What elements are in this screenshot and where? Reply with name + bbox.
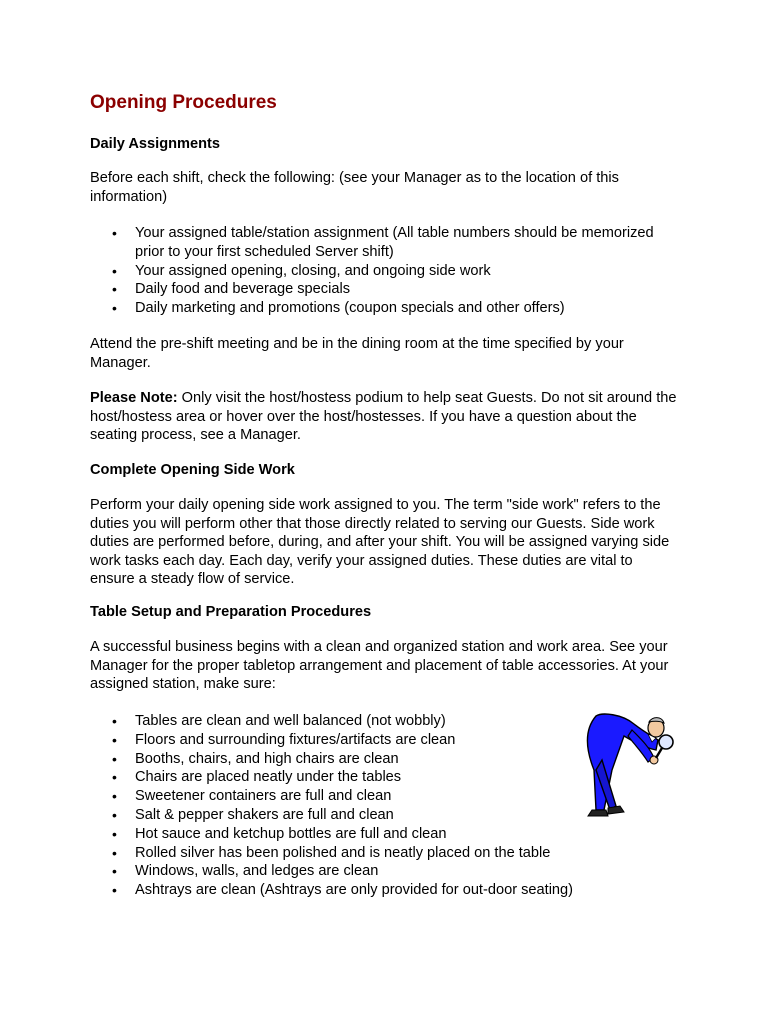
please-note-text: Only visit the host/hostess podium to help seat Guests. Do not sit around the host/hostess area or hover over the host/hostesses. If you have a question about the seating process, see a Manager. xyxy=(90,390,677,443)
please-note-label: Please Note: xyxy=(90,390,178,406)
list-item: • Hot sauce and ketchup bottles are full and clean xyxy=(90,825,690,844)
pre-shift-paragraph: Attend the pre-shift meeting and be in the dining room at the time specified by your Manager. xyxy=(90,336,624,371)
list-item: • Your assigned opening, closing, and ongoing side work xyxy=(90,262,680,281)
inspector-magnifying-glass-icon xyxy=(572,710,684,822)
list-item: • Salt & pepper shakers are full and clean xyxy=(90,806,690,825)
list-item: • Floors and surrounding fixtures/artifacts are clean xyxy=(90,731,690,750)
section-heading-table-setup: Table Setup and Preparation Procedures xyxy=(90,604,372,620)
list-item: • Ashtrays are clean (Ashtrays are only provided for out-door seating) xyxy=(90,881,690,900)
please-note-paragraph xyxy=(90,389,680,445)
list-item: • Booths, chairs, and high chairs are clean xyxy=(90,750,690,769)
list-item: • Rolled silver has been polished and is neatly placed on the table xyxy=(90,844,690,863)
list-item: • Daily food and beverage specials xyxy=(90,280,680,299)
page-title: Opening Procedures xyxy=(90,92,277,113)
side-work-paragraph: Perform your daily opening side work assigned to you. The term "side work" refers to the duties you will perform other that those directly related to serving our Guests. Side work duties are performed before, during, and after your shift. You will be assigned varying side work tasks each day. Each day, verify your assigned duties. These duties are vital to ensure a steady flow of service. xyxy=(90,497,670,587)
list-item: • Sweetener containers are full and clean xyxy=(90,787,690,806)
list-item: • Daily marketing and promotions (coupon specials and other offers) xyxy=(90,299,680,318)
section-heading-daily-assignments: Daily Assignments xyxy=(90,136,221,152)
list-item: • Chairs are placed neatly under the tables xyxy=(90,768,690,787)
section-heading-opening-side-work: Complete Opening Side Work xyxy=(90,462,295,478)
list-item: • Windows, walls, and ledges are clean xyxy=(90,862,690,881)
daily-assignments-intro: Before each shift, check the following: (see your Manager as to the location of this information) xyxy=(90,170,619,205)
daily-assignments-list xyxy=(90,224,690,318)
table-setup-intro: A successful business begins with a clean and organized station and work area. See your Manager for the proper tabletop arrangement and placement of table accessories. At your assigned station, make sure: xyxy=(90,639,669,692)
list-item: • Your assigned table/station assignment (All table numbers should be memorized prior to your first scheduled Server shift) xyxy=(90,224,680,262)
list-item: • Tables are clean and well balanced (not wobbly) xyxy=(90,712,690,731)
